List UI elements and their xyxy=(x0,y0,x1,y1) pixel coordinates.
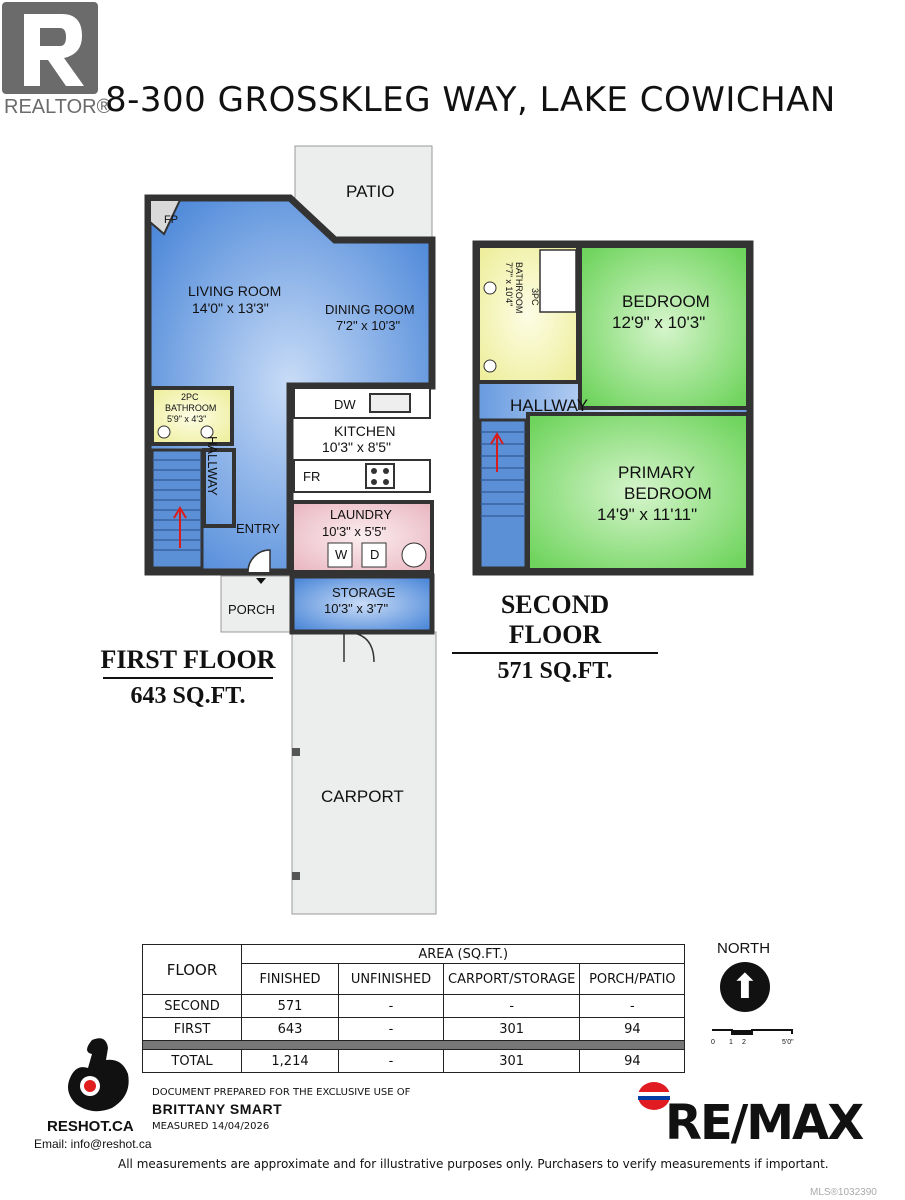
table-cell: 94 xyxy=(580,1018,685,1041)
table-cell: 571 xyxy=(242,995,339,1018)
scale-label-2: 2 xyxy=(742,1039,746,1046)
carport-label: CARPORT xyxy=(321,787,404,806)
table-cell: 94 xyxy=(580,1050,685,1073)
realtor-logo-text: REALTOR® xyxy=(4,96,112,118)
reshot-email: Email: info@reshot.ca xyxy=(34,1137,152,1151)
scale-label-1: 1 xyxy=(729,1039,733,1046)
table-cell: 643 xyxy=(242,1018,339,1041)
porch-label: PORCH xyxy=(228,602,275,617)
area-table xyxy=(142,944,685,1073)
first-floor-rule xyxy=(103,677,273,679)
kitchen-dims: 10'3" x 8'5" xyxy=(322,439,391,455)
bedroom-label: BEDROOM xyxy=(622,292,710,311)
primary-bedroom-dims: 14'9" x 11'11" xyxy=(597,505,698,524)
disclaimer: All measurements are approximate and for illustrative purposes only. Purchasers to verify measurements if important. xyxy=(118,1157,829,1171)
first-floor-name: FIRST FLOOR xyxy=(100,645,276,674)
kitchen-label: KITCHEN xyxy=(334,423,396,439)
column-header: FINISHED xyxy=(242,964,339,995)
hallway-second-label: HALLWAY xyxy=(510,396,589,415)
column-header: UNFINISHED xyxy=(339,964,444,995)
primary-bedroom-label-2: BEDROOM xyxy=(624,484,712,503)
table-header-row xyxy=(143,945,685,964)
scale-label-3: 5'0" xyxy=(782,1039,794,1046)
client-name: BRITTANY SMART xyxy=(152,1101,283,1117)
patio-label: PATIO xyxy=(346,182,395,201)
table-total-row xyxy=(143,1050,685,1073)
carport-area xyxy=(292,632,436,914)
bathroom-2pc-label: BATHROOM xyxy=(165,403,217,413)
living-room-label: LIVING ROOM xyxy=(188,283,282,299)
table-cell: - xyxy=(444,995,580,1018)
arrow-up-icon: ⬆ xyxy=(730,967,760,1007)
bathroom-3pc-type: 3PC xyxy=(530,288,540,306)
north-label: NORTH xyxy=(717,940,771,957)
fridge-label: FR xyxy=(303,469,321,484)
dishwasher-label: DW xyxy=(334,397,356,412)
area-header: AREA (SQ.FT.) xyxy=(242,945,685,964)
floor-header: FLOOR xyxy=(143,945,242,995)
laundry-label: LAUNDRY xyxy=(330,507,392,522)
laundry-dims: 10'3" x 5'5" xyxy=(322,524,387,539)
table-cell: - xyxy=(580,995,685,1018)
stove-icon xyxy=(366,464,394,488)
storage-dims: 10'3" x 3'7" xyxy=(324,601,389,616)
living-room-dims: 14'0" x 13'3" xyxy=(192,300,269,316)
table-row xyxy=(143,995,685,1018)
scale-label-0: 0 xyxy=(711,1039,715,1046)
table-cell: - xyxy=(339,1018,444,1041)
column-header: PORCH/PATIO xyxy=(580,964,685,995)
table-cell: 301 xyxy=(444,1018,580,1041)
stairs-first-floor xyxy=(152,450,202,568)
remax-logo-text: RE/MAX xyxy=(665,1095,863,1151)
table-separator xyxy=(143,1041,685,1050)
mls-number: MLS®1032390 xyxy=(810,1187,877,1198)
table-cell-floor: TOTAL xyxy=(143,1050,242,1073)
hallway-first-label: HALLWAY xyxy=(205,436,220,496)
table-cell: - xyxy=(339,995,444,1018)
bedroom-dims: 12'9" x 10'3" xyxy=(612,313,706,332)
washer-label: W xyxy=(335,547,348,562)
reshot-logo-icon xyxy=(62,1034,132,1116)
second-floor-heading xyxy=(452,590,658,685)
entry-label: ENTRY xyxy=(236,521,280,536)
table-cell: - xyxy=(339,1050,444,1073)
page-title: 8-300 GROSSKLEG WAY, LAKE COWICHAN xyxy=(105,80,836,120)
document-prepared-line: DOCUMENT PREPARED FOR THE EXCLUSIVE USE OF xyxy=(152,1087,411,1098)
second-floor-area: 571 SQ.FT. xyxy=(497,658,613,684)
dining-room-dims: 7'2" x 10'3" xyxy=(336,318,401,333)
bathroom-2pc-type: 2PC xyxy=(181,392,199,402)
second-floor-name: SECOND FLOOR xyxy=(500,590,610,649)
table-cell: 301 xyxy=(444,1050,580,1073)
primary-bedroom-label-1: PRIMARY xyxy=(618,463,696,482)
table-cell-floor: FIRST xyxy=(143,1018,242,1041)
first-floor-heading xyxy=(98,645,278,710)
bathroom-3pc-dims: 7'7" x 10'4" xyxy=(504,262,514,307)
bathroom-2pc-dims: 5'9" x 4'3" xyxy=(167,414,207,424)
reshot-name: RESHOT.CA xyxy=(47,1118,134,1135)
table-cell: 1,214 xyxy=(242,1050,339,1073)
column-header: CARPORT/STORAGE xyxy=(444,964,580,995)
table-cell-floor: SECOND xyxy=(143,995,242,1018)
storage-label: STORAGE xyxy=(332,585,396,600)
first-floor-area: 643 SQ.FT. xyxy=(130,683,246,709)
table-row xyxy=(143,1018,685,1041)
dryer-label: D xyxy=(370,547,380,562)
measured-date: MEASURED 14/04/2026 xyxy=(152,1121,270,1132)
fireplace-label: FP xyxy=(164,214,179,226)
bathroom-3pc-label: BATHROOM xyxy=(514,262,524,314)
dining-room-label: DINING ROOM xyxy=(325,302,415,317)
separator-bar xyxy=(143,1041,685,1050)
second-floor-rule xyxy=(452,652,658,654)
